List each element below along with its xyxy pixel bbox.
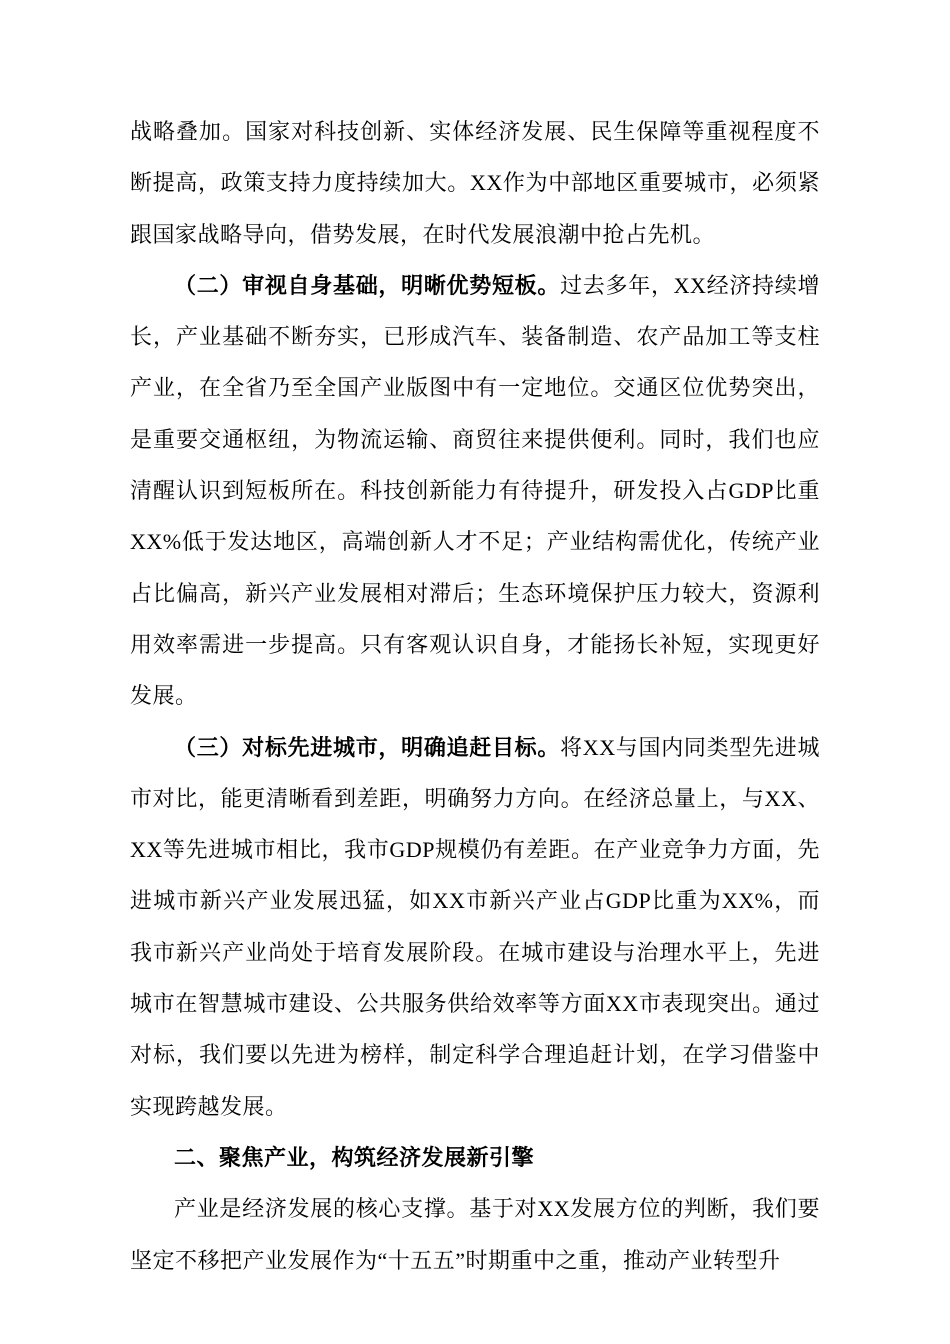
paragraph-text: 将XX与国内同类型先进城市对比，能更清晰看到差距，明确努力方向。在经济总量上，与XX、XX等先进城市相比，我市GDP规模仍有差距。在产业竞争力方面，先进城市新兴产业发展迅猛，如XX市新兴产业占GDP比重为XX%，而我市新兴产业尚处于培育发展阶段。在城市建设与治理水平上，先进城市在智慧城市建设、公共服务供给效率等方面XX市表现突出。通过对标，我们要以先进为榜样，制定科学合理追赶计划，在学习借鉴中实现跨越发展。 xyxy=(130,734,820,1119)
body-paragraph-continuation xyxy=(130,106,820,260)
paragraph-text: 战略叠加。国家对科技创新、实体经济发展、民生保障等重视程度不断提高，政策支持力度持续加大。XX作为中部地区重要城市，必须紧跟国家战略导向，借势发展，在时代发展浪潮中抢占先机。 xyxy=(130,119,820,247)
paragraph-text: 产业是经济发展的核心支撑。基于对XX发展方位的判断，我们要坚定不移把产业发展作为“十五五”时期重中之重，推动产业转型升 xyxy=(130,1196,820,1273)
document-text-area xyxy=(130,106,820,1286)
subsection-lead: （三）对标先进城市，明确追赶目标。 xyxy=(174,734,561,760)
section-heading-text: 二、聚焦产业，构筑经济发展新引擎 xyxy=(174,1144,535,1170)
section-heading xyxy=(130,1132,820,1183)
body-paragraph-section2 xyxy=(130,260,820,722)
subsection-lead: （二）审视自身基础，明晰优势短板。 xyxy=(174,272,561,298)
body-paragraph-section3 xyxy=(130,722,820,1132)
paragraph-text: 过去多年，XX经济持续增长，产业基础不断夯实，已形成汽车、装备制造、农产品加工等支柱产业，在全省乃至全国产业版图中有一定地位。交通区位优势突出，是重要交通枢纽，为物流运输、商贸往来提供便利。同时，我们也应清醒认识到短板所在。科技创新能力有待提升，研发投入占GDP比重XX%低于发达地区，高端创新人才不足；产业结构需优化，传统产业占比偏高，新兴产业发展相对滞后；生态环境保护压力较大，资源利用效率需进一步提高。只有客观认识自身，才能扬长补短，实现更好发展。 xyxy=(130,272,820,709)
body-paragraph-industry xyxy=(130,1183,820,1286)
